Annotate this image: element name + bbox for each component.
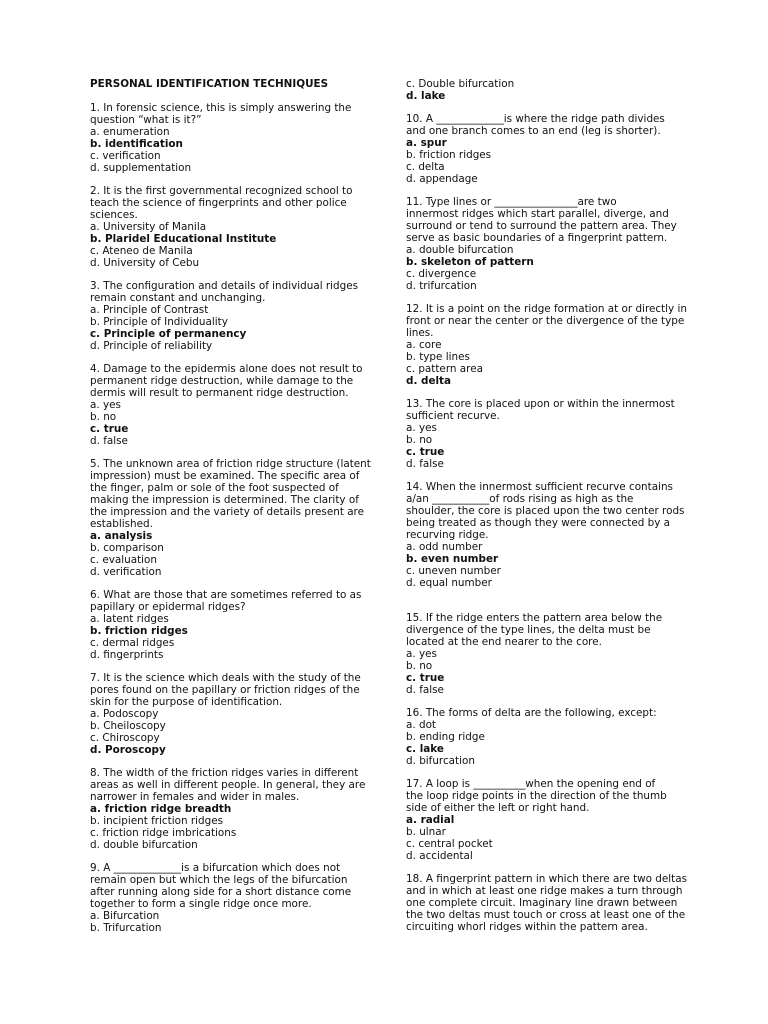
answer-option-correct: c. Principle of permanency xyxy=(90,328,247,340)
answer-option: a. enumeration xyxy=(90,126,170,138)
answer-option: a. dot xyxy=(406,719,436,731)
question-text-line: 6. What are those that are sometimes referred to as xyxy=(90,589,362,601)
answer-option: c. evaluation xyxy=(90,554,157,566)
answer-option: d. false xyxy=(90,435,128,447)
question-text-line: question “what is it?” xyxy=(90,114,202,126)
answer-option: b. Trifurcation xyxy=(90,922,162,934)
answer-option: b. comparison xyxy=(90,542,164,554)
question-text-line: 10. A _____________is where the ridge path divides xyxy=(406,113,665,125)
question-block xyxy=(90,862,380,934)
answer-option: a. yes xyxy=(406,648,437,660)
question-text-line: and in which at least one ridge makes a turn through xyxy=(406,885,683,897)
answer-option-correct: d. delta xyxy=(406,375,452,387)
question-text-line: areas as well in different people. In general, they are xyxy=(90,779,366,791)
question-text-line: a/an ___________of rods rising as high as the xyxy=(406,493,634,505)
question-block xyxy=(90,672,380,756)
question-text-line: 2. It is the first governmental recognized school to xyxy=(90,185,353,197)
answer-option-correct: a. spur xyxy=(406,137,447,149)
answer-option: c. Chiroscopy xyxy=(90,732,160,744)
question-block xyxy=(406,707,698,767)
answer-option: c. uneven number xyxy=(406,565,501,577)
question-block xyxy=(406,778,698,862)
answer-option: a. Bifurcation xyxy=(90,910,160,922)
question-text-line: remain constant and unchanging. xyxy=(90,292,266,304)
answer-option: c. pattern area xyxy=(406,363,483,375)
answer-option: b. ulnar xyxy=(406,826,446,838)
answer-option: a. odd number xyxy=(406,541,483,553)
question-block xyxy=(90,767,380,851)
answer-option: a. Principle of Contrast xyxy=(90,304,209,316)
answer-option: c. central pocket xyxy=(406,838,493,850)
answer-option: c. Double bifurcation xyxy=(406,78,515,90)
answer-option-correct: d. Poroscopy xyxy=(90,744,166,756)
question-text-line: located at the end nearer to the core. xyxy=(406,636,602,648)
question-block xyxy=(406,78,698,102)
question-text-line: narrower in females and wider in males. xyxy=(90,791,300,803)
question-text-line: together to form a single ridge once more. xyxy=(90,898,312,910)
question-block xyxy=(406,481,698,601)
question-block xyxy=(406,398,698,470)
question-block xyxy=(406,113,698,185)
answer-option: d. verification xyxy=(90,566,162,578)
answer-option: a. latent ridges xyxy=(90,613,169,625)
answer-option: d. equal number xyxy=(406,577,492,589)
answer-option: a. yes xyxy=(90,399,121,411)
question-text-line: front or near the center or the divergence of the type xyxy=(406,315,685,327)
question-text-line: 16. The forms of delta are the following, except: xyxy=(406,707,657,719)
page-title: PERSONAL IDENTIFICATION TECHNIQUES xyxy=(90,78,329,90)
answer-option-correct: a. analysis xyxy=(90,530,153,542)
question-block xyxy=(90,458,380,578)
answer-option: c. friction ridge imbrications xyxy=(90,827,237,839)
question-text-line: and one branch comes to an end (leg is shorter). xyxy=(406,125,661,137)
question-text-line: 1. In forensic science, this is simply answering the xyxy=(90,102,352,114)
question-text-line: 13. The core is placed upon or within the innermost xyxy=(406,398,675,410)
question-text-line: the two deltas must touch or cross at least one of the xyxy=(406,909,686,921)
left-column xyxy=(90,78,380,945)
question-text-line: making the impression is determined. The clarity of xyxy=(90,494,359,506)
question-text-line: surround or tend to surround the pattern area. They xyxy=(406,220,677,232)
question-text-line: papillary or epidermal ridges? xyxy=(90,601,246,613)
answer-option: b. Cheiloscopy xyxy=(90,720,166,732)
question-text-line: 14. When the innermost sufficient recurve contains xyxy=(406,481,673,493)
answer-option-correct: b. Plaridel Educational Institute xyxy=(90,233,277,245)
answer-option: c. Ateneo de Manila xyxy=(90,245,193,257)
question-text-line: permanent ridge destruction, while damage to the xyxy=(90,375,354,387)
question-block xyxy=(90,363,380,447)
answer-option-correct: c. lake xyxy=(406,743,444,755)
answer-option-correct: c. true xyxy=(406,446,445,458)
question-text-line: 9. A _____________is a bifurcation which does not xyxy=(90,862,341,874)
answer-option: c. delta xyxy=(406,161,445,173)
answer-option: b. no xyxy=(90,411,117,423)
answer-option: b. friction ridges xyxy=(406,149,492,161)
right-column xyxy=(406,78,698,944)
question-text-line: the finger, palm or sole of the foot suspected of xyxy=(90,482,339,494)
answer-option-correct: c. true xyxy=(90,423,129,435)
question-text-line: teach the science of fingerprints and other police xyxy=(90,197,347,209)
answer-option: a. University of Manila xyxy=(90,221,207,233)
answer-option: c. divergence xyxy=(406,268,477,280)
question-text-line: serve as basic boundaries of a fingerprint pattern. xyxy=(406,232,668,244)
question-text-line: skin for the purpose of identification. xyxy=(90,696,283,708)
question-text-line: sufficient recurve. xyxy=(406,410,500,422)
question-block xyxy=(90,280,380,352)
question-text-line: the impression and the variety of details present are xyxy=(90,506,364,518)
question-block xyxy=(90,589,380,661)
answer-option-correct: b. skeleton of pattern xyxy=(406,256,534,268)
answer-option: b. Principle of Individuality xyxy=(90,316,228,328)
question-text-line: sciences. xyxy=(90,209,138,221)
answer-option: b. type lines xyxy=(406,351,470,363)
answer-option: a. Podoscopy xyxy=(90,708,159,720)
answer-option: a. double bifurcation xyxy=(406,244,514,256)
answer-option: d. fingerprints xyxy=(90,649,164,661)
question-text-line: divergence of the type lines, the delta must be xyxy=(406,624,651,636)
question-text-line: 15. If the ridge enters the pattern area below the xyxy=(406,612,663,624)
answer-option: b. no xyxy=(406,434,433,446)
question-text-line: 11. Type lines or ________________are two xyxy=(406,196,617,208)
answer-option-correct: b. identification xyxy=(90,138,183,150)
question-text-line: 18. A fingerprint pattern in which there are two deltas xyxy=(406,873,688,885)
answer-option: d. false xyxy=(406,458,444,470)
question-text-line: after running along side for a short distance come xyxy=(90,886,352,898)
question-text-line: side of either the left or right hand. xyxy=(406,802,590,814)
answer-option-correct: b. friction ridges xyxy=(90,625,188,637)
answer-option: a. core xyxy=(406,339,442,351)
question-text-line: 8. The width of the friction ridges varies in different xyxy=(90,767,359,779)
answer-option: d. accidental xyxy=(406,850,473,862)
answer-option: d. trifurcation xyxy=(406,280,477,292)
answer-option: d. double bifurcation xyxy=(90,839,198,851)
spacer xyxy=(406,589,698,601)
answer-option: b. no xyxy=(406,660,433,672)
question-text-line: 5. The unknown area of friction ridge structure (latent xyxy=(90,458,371,470)
answer-option-correct: b. even number xyxy=(406,553,499,565)
question-text-line: impression) must be examined. The specific area of xyxy=(90,470,360,482)
answer-option: d. bifurcation xyxy=(406,755,475,767)
question-text-line: 3. The configuration and details of individual ridges xyxy=(90,280,359,292)
answer-option: b. ending ridge xyxy=(406,731,485,743)
question-text-line: 7. It is the science which deals with the study of the xyxy=(90,672,361,684)
question-text-line: pores found on the papillary or friction ridges of the xyxy=(90,684,360,696)
answer-option: c. dermal ridges xyxy=(90,637,175,649)
answer-option-correct: a. friction ridge breadth xyxy=(90,803,232,815)
question-text-line: the loop ridge points in the direction of the thumb xyxy=(406,790,667,802)
answer-option-correct: c. true xyxy=(406,672,445,684)
question-block xyxy=(406,303,698,387)
answer-option: c. verification xyxy=(90,150,161,162)
question-text-line: recurving ridge. xyxy=(406,529,489,541)
question-block xyxy=(90,185,380,269)
question-text-line: 12. It is a point on the ridge formation at or directly in xyxy=(406,303,687,315)
answer-option-correct: d. lake xyxy=(406,90,446,102)
question-text-line: shoulder, the core is placed upon the two center rods xyxy=(406,505,685,517)
answer-option: d. University of Cebu xyxy=(90,257,200,269)
question-text-line: remain open but which the legs of the bifurcation xyxy=(90,874,348,886)
question-text-line: established. xyxy=(90,518,153,530)
question-text-line: 17. A loop is __________when the opening end of xyxy=(406,778,656,790)
question-block xyxy=(90,102,380,174)
question-text-line: innermost ridges which start parallel, diverge, and xyxy=(406,208,669,220)
question-block xyxy=(406,873,698,933)
question-text-line: lines. xyxy=(406,327,434,339)
question-text-line: one complete circuit. Imaginary line drawn between xyxy=(406,897,678,909)
answer-option-correct: a. radial xyxy=(406,814,455,826)
question-text-line: circuiting whorl ridges within the pattern area. xyxy=(406,921,648,933)
question-text-line: dermis will result to permanent ridge destruction. xyxy=(90,387,349,399)
question-block xyxy=(406,612,698,696)
answer-option: d. appendage xyxy=(406,173,478,185)
question-text-line: 4. Damage to the epidermis alone does not result to xyxy=(90,363,363,375)
question-block xyxy=(406,196,698,292)
answer-option: d. Principle of reliability xyxy=(90,340,213,352)
question-text-line: being treated as though they were connected by a xyxy=(406,517,671,529)
answer-option: d. supplementation xyxy=(90,162,192,174)
answer-option: a. yes xyxy=(406,422,437,434)
answer-option: b. incipient friction ridges xyxy=(90,815,224,827)
answer-option: d. false xyxy=(406,684,444,696)
